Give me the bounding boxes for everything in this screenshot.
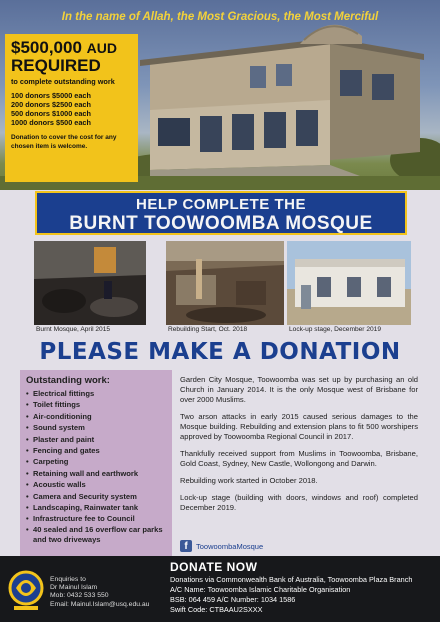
banner-line-2: BURNT TOOWOOMBA MOSQUE (69, 213, 373, 234)
work-item: • Infrastructure fee to Council (26, 513, 166, 524)
work-item: • 40 sealed and 16 overflow car parks and two driveways (26, 525, 166, 545)
footer-donate (0, 556, 440, 622)
photo-caption: Lock-up stage, December 2019 (289, 326, 382, 333)
donor-tier: 200 donors $2500 each (11, 100, 91, 109)
currency-label: AUD (86, 40, 117, 56)
contact-mobile: Mob: 0432 533 550 (50, 592, 109, 600)
photo-rebuilding-start (166, 241, 284, 325)
contact-name: Dr Mainul Islam (50, 584, 98, 592)
work-item: • Fencing and gates (26, 445, 166, 456)
work-item: • Electrical fittings (26, 388, 166, 399)
outstanding-work-list (26, 388, 166, 545)
banner-line-1: HELP COMPLETE THE (136, 196, 306, 213)
story-paragraph: Thankfully received support from Muslims in Toowoomba, Brisbane, Gold Coast, Sydney, New Castle, Wollongong and Darwin. (180, 449, 418, 468)
donor-tier: 100 donors $5000 each (11, 91, 91, 100)
title-banner (35, 191, 407, 235)
basmala-header: In the name of Allah, the Most Gracious, the Most Merciful (61, 11, 379, 23)
funding-amount (11, 39, 132, 57)
work-item: • Plaster and paint (26, 434, 166, 445)
contact-email[interactable]: Email: Mainul.Islam@usq.edu.au (50, 600, 150, 608)
story-paragraph: Rebuilding work started in October 2018. (180, 476, 318, 485)
donation-note: Donation to cover the cost for any chosen item is welcome. (11, 134, 117, 150)
work-item: • Retaining wall and earthwork (26, 468, 166, 479)
outstanding-work-panel (20, 370, 172, 556)
work-item: • Air-conditioning (26, 411, 166, 422)
mosque-story (180, 375, 418, 520)
work-item: • Acoustic walls (26, 479, 166, 490)
story-paragraph: Two arson attacks in early 2015 caused serious damages to the Mosque building. Rebuilding and extension plans to fit 500 worshipers approved by Toowoomba Regional Council in 2017. (180, 412, 418, 441)
donor-tiers-list (11, 91, 132, 127)
photo-lockup-stage (287, 241, 411, 325)
work-item: • Camera and Security system (26, 491, 166, 502)
work-item: • Carpeting (26, 456, 166, 467)
organisation-logo (8, 568, 44, 612)
bsb-account-number: BSB: 064 459 A/C Number: 1034 1586 (170, 595, 296, 604)
outstanding-work-heading: Outstanding work: (26, 375, 110, 386)
account-name: A/C Name: Toowoomba Islamic Charitable Organisation (170, 585, 351, 594)
work-item: • Sound system (26, 422, 166, 433)
funding-target-box (5, 34, 138, 182)
work-item: • Toilet fittings (26, 399, 166, 410)
bank-details (170, 575, 412, 615)
required-label: REQUIRED (11, 56, 101, 75)
story-paragraph: Lock-up stage (building with doors, windows and roof) completed December 2019. (180, 493, 418, 512)
funding-subtitle: to complete outstanding work (11, 77, 115, 86)
photo-caption: Rebuilding Start, Oct. 2018 (168, 326, 248, 333)
photo-caption: Burnt Mosque, April 2015 (36, 326, 111, 333)
facebook-icon: f (180, 540, 192, 552)
swift-code: Swift Code: CTBAAU2SXXX (170, 605, 263, 614)
facebook-handle: ToowoombaMosque (196, 541, 264, 551)
bank-line: Donations via Commonwealth Bank of Australia, Toowoomba Plaza Branch (170, 575, 413, 584)
facebook-link[interactable] (180, 540, 263, 552)
enquiries-line: Enquiries to (50, 576, 86, 583)
donation-heading: PLEASE MAKE A DONATION (39, 339, 401, 365)
donate-now-heading: DONATE NOW (170, 560, 258, 574)
photo-burnt-mosque (34, 241, 146, 325)
donor-tier: 1000 donors $500 each (11, 118, 91, 127)
enquiries-contact (50, 576, 149, 609)
amount-value: $500,000 (11, 38, 82, 57)
donor-tier: 500 donors $1000 each (11, 109, 91, 118)
story-paragraph: Garden City Mosque, Toowoomba was set up by purchasing an old Church in January 2014. It is the only Mosque west of Brisbane for over 2000 Muslims. (180, 375, 418, 404)
work-item: • Landscaping, Rainwater tank (26, 502, 166, 513)
